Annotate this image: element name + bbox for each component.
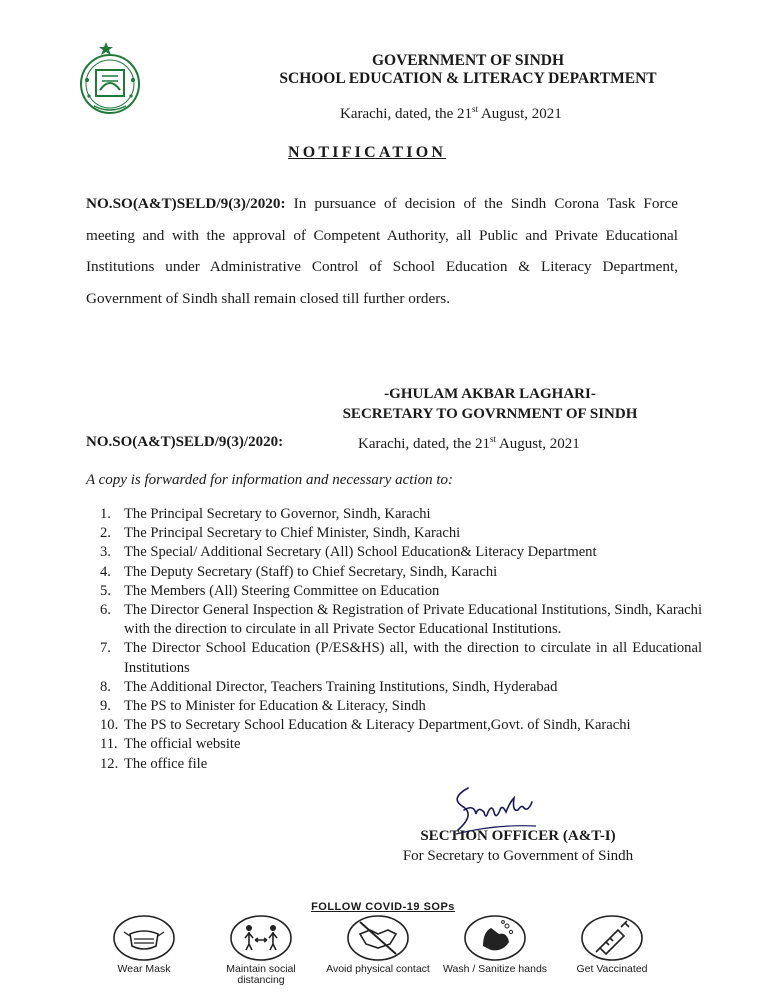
issue-date-sup: st: [472, 104, 479, 114]
recipient-text: The Additional Director, Teachers Training Institutions, Sindh, Hyderabad: [124, 678, 558, 695]
handwash-icon: [463, 912, 527, 962]
recipient-item: [100, 505, 702, 524]
endorsement-date-sup: st: [490, 434, 497, 444]
recipient-item: [100, 582, 702, 601]
recipient-number: 7.: [100, 640, 111, 657]
issue-date: [340, 104, 562, 123]
sop-item-mask: [86, 912, 202, 975]
sop-label: Wear Mask: [117, 963, 171, 975]
handshake-icon: [346, 912, 410, 962]
recipient-item: [100, 543, 702, 562]
recipient-item: [100, 678, 702, 697]
sops-title: FOLLOW COVID-19 SOPs: [311, 901, 455, 913]
sop-item-wash: [437, 912, 553, 975]
recipient-item: [100, 716, 702, 735]
section-officer-title: SECTION OFFICER (A&T-I): [420, 828, 616, 844]
sop-label: Wash / Sanitize hands: [442, 963, 548, 975]
copy-forward-intro: A copy is forwarded for information and necessary action to:: [86, 472, 454, 488]
recipient-text: The Members (All) Steering Committee on Education: [124, 582, 440, 599]
endorsement-date-prefix: Karachi, dated, the 21: [358, 436, 491, 452]
recipient-item: [100, 697, 702, 716]
recipient-text: The Special/ Additional Secretary (All) School Education& Literacy Department: [124, 544, 597, 561]
endorsement-date-suffix: August, 2021: [496, 436, 580, 452]
recipient-number: 2.: [100, 525, 111, 542]
recipient-item: [100, 563, 702, 582]
syringe-icon: [580, 912, 644, 962]
mask-icon: [112, 912, 176, 962]
recipient-item: [100, 601, 702, 639]
reference-number: NO.SO(A&T)SELD/9(3)/2020:: [86, 195, 286, 212]
recipient-text: The Director General Inspection & Registration of Private Educational Institutions, Sindh, Karachi with the direction to circulate in all Private Sector Educational Institutions.: [124, 602, 702, 638]
recipient-text: The PS to Secretary School Education & Literacy Department,Govt. of Sindh, Karachi: [124, 717, 631, 734]
issue-date-suffix: August, 2021: [478, 106, 562, 122]
recipient-number: 10.: [100, 717, 119, 734]
issue-date-prefix: Karachi, dated, the 21: [340, 106, 473, 122]
sop-item-contact: [320, 912, 436, 975]
recipient-item: [100, 755, 702, 774]
recipient-text: The Principal Secretary to Governor, Sindh, Karachi: [124, 506, 431, 522]
recipient-number: 5.: [100, 582, 111, 599]
sop-item-vaccine: [554, 912, 670, 975]
notification-text: In pursuance of decision of the Sindh Corona Task Force meeting and with the approval of Competent Authority, all Public and Private Educational Institutions under Administrative Control of School Education & Literacy Department, Government of Sindh shall remain closed till further orders.: [86, 195, 678, 307]
signatory-name: -GHULAM AKBAR LAGHARI-: [384, 386, 596, 402]
recipient-number: 3.: [100, 544, 111, 561]
recipient-number: 12.: [100, 755, 119, 772]
recipient-text: The office file: [124, 755, 208, 772]
recipient-number: 4.: [100, 563, 111, 580]
sops-icon-row: [100, 912, 690, 992]
recipient-text: The Principal Secretary to Chief Minister, Sindh, Karachi: [124, 525, 461, 542]
recipient-text: The Deputy Secretary (Staff) to Chief Secretary, Sindh, Karachi: [124, 563, 498, 580]
recipient-number: 6.: [100, 602, 111, 619]
recipient-number: 11.: [100, 736, 118, 753]
document-title: NOTIFICATION: [288, 144, 447, 161]
recipient-item: [100, 639, 702, 677]
endorsement-reference: NO.SO(A&T)SELD/9(3)/2020:: [86, 434, 284, 450]
distancing-icon: [229, 912, 293, 962]
notification-body: [86, 188, 678, 314]
signatory-block: [300, 384, 680, 424]
recipient-text: The PS to Minister for Education & Literacy, Sindh: [124, 698, 426, 715]
sop-label: Maintain social distancing: [226, 963, 296, 986]
sop-label: Avoid physical contact: [326, 963, 430, 975]
recipient-list: [100, 505, 702, 774]
recipient-item: [100, 735, 702, 754]
sop-item-distancing: [203, 912, 319, 986]
recipient-number: 1.: [100, 506, 111, 522]
government-name: GOVERNMENT OF SINDH: [371, 52, 565, 69]
recipient-item: [100, 524, 702, 543]
signatory-designation: SECRETARY TO GOVRNMENT OF SINDH: [342, 406, 638, 422]
section-officer-subtitle: For Secretary to Government of Sindh: [402, 848, 634, 864]
recipient-text: The official website: [124, 736, 241, 753]
recipient-number: 8.: [100, 678, 111, 695]
sop-label: Get Vaccinated: [576, 963, 648, 975]
section-officer-block: [380, 826, 656, 866]
recipient-text: The Director School Education (P/ES&HS) all, with the direction to circulate in all Educational Institutions: [124, 640, 702, 676]
endorsement-date: [358, 434, 580, 453]
recipient-number: 9.: [100, 698, 111, 715]
department-name: SCHOOL EDUCATION & LITERACY DEPARTMENT: [279, 70, 657, 87]
letterhead: [0, 52, 766, 88]
